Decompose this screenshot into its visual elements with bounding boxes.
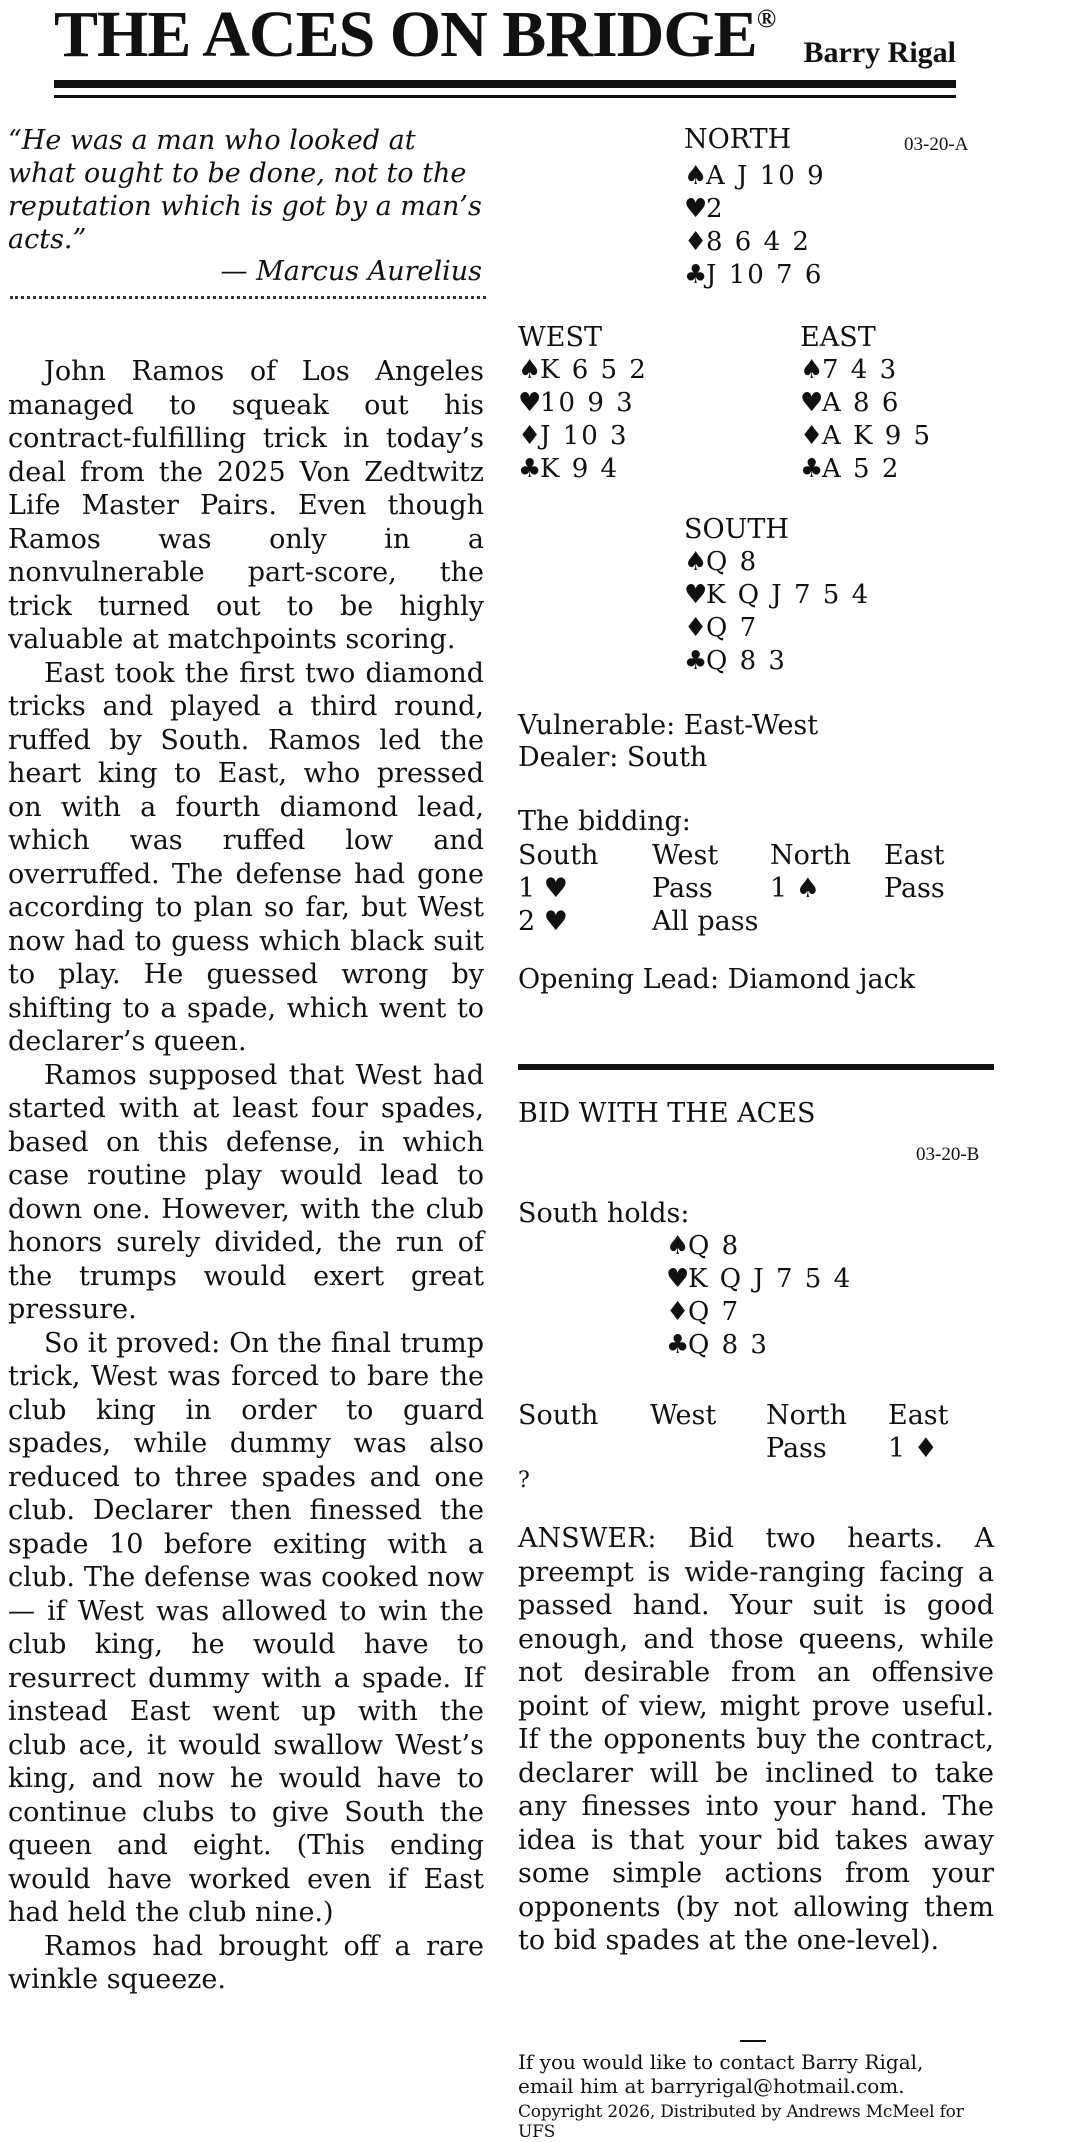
story-paragraph: East took the first two diamond tricks and played a third round, ruffed by South. Ramos led the heart king to East, who pressed on with a fourth diamond lead, which was ruffed low and overruffed. The defense had gone according to plan so far, but West now had to guess which black suit to play. He guessed wrong by shifting to a spade, which went to declarer’s queen. [8, 657, 484, 1057]
bid-hand [666, 1230, 852, 1362]
bid-cell: 1 ♥ [518, 873, 568, 904]
club-icon: ♣ [684, 260, 708, 290]
diamond-icon: ♦ [666, 1297, 690, 1327]
east-clubs: ♣A 5 2 [800, 454, 901, 484]
spade-icon: ♠ [666, 1231, 690, 1261]
west-diamonds: ♦J 10 3 [518, 421, 629, 451]
footer-divider [740, 2040, 766, 2042]
bidding-header: West [652, 840, 719, 871]
bid-hand-spades: ♠Q 8 [666, 1231, 741, 1261]
club-icon: ♣ [518, 454, 542, 484]
diamond-icon: ♦ [800, 421, 824, 451]
trademark-symbol: ® [756, 4, 776, 33]
bid-code: 03-20-B [916, 1144, 980, 1165]
story-paragraph: So it proved: On the final trump trick, West was forced to bare the club king in order to guard spades, while dummy was also reduced to three spades and one club. Declarer then finessed the spade 10 before exiting with a club. The defense was cooked now — if West was allowed to win the club king, he would have to resurrect dummy with a spade. If instead East went up with the club ace, it would swallow West’s king, and now he would have to continue clubs to give South the queen and eight. (This ending would have worked even if East had held the club nine.) [8, 1327, 484, 1928]
south-clubs: ♣Q 8 3 [684, 646, 787, 676]
east-diamonds: ♦A K 9 5 [800, 421, 933, 451]
bidding-header: North [770, 840, 852, 871]
bid-cell: Pass [884, 873, 945, 904]
heart-icon: ♥ [800, 388, 824, 418]
deal-code: 03-20-A [904, 134, 969, 155]
heart-icon: ♥ [684, 194, 708, 224]
bid-cell: 1 ♠ [770, 873, 820, 904]
west-hand [518, 354, 648, 486]
story-paragraph: Ramos had brought off a rare winkle squeeze. [8, 1930, 484, 1995]
north-clubs: ♣J 10 7 6 [684, 260, 824, 290]
bid-cell: Pass [652, 873, 713, 904]
diamond-icon: ♦ [684, 227, 708, 257]
auction-header: South [518, 1400, 599, 1431]
section-divider [518, 1064, 994, 1070]
north-label: NORTH [684, 124, 792, 155]
quote-text: “He was a man who looked at what ought to be done, not to the reputation which is got by a man’s acts.” [8, 125, 482, 255]
spade-icon: ♠ [518, 355, 542, 385]
north-diamonds: ♦8 6 4 2 [684, 227, 811, 257]
west-spades: ♠K 6 5 2 [518, 355, 648, 385]
bidding-label: The bidding: [518, 806, 691, 837]
vulnerability: Vulnerable: East-West [518, 710, 819, 741]
auction-bid: 1 ♦ [888, 1433, 938, 1464]
byline: Barry Rigal [803, 36, 956, 69]
club-icon: ♣ [666, 1330, 690, 1360]
spade-icon: ♠ [800, 355, 824, 385]
story-body [8, 355, 484, 1997]
east-hand [800, 354, 932, 486]
west-label: WEST [518, 322, 602, 353]
south-diamonds: ♦Q 7 [684, 613, 759, 643]
quote-attribution: — Marcus Aurelius [220, 256, 482, 287]
heart-icon: ♥ [666, 1264, 690, 1294]
copyright-note: Copyright 2026, Distributed by Andrews McMeel for UFS [518, 2102, 964, 2142]
east-spades: ♠7 4 3 [800, 355, 899, 385]
west-hearts: ♥10 9 3 [518, 388, 635, 418]
dotted-divider [10, 296, 486, 309]
story-paragraph: Ramos supposed that West had started with at least four spades, based on this defense, in which case routine play would lead to down one. However, with the club honors surely divided, the run of the trumps would exert great pressure. [8, 1059, 484, 1325]
bidding-header: South [518, 840, 599, 871]
south-hand [684, 546, 870, 678]
south-spades: ♠Q 8 [684, 547, 759, 577]
header-rule-thick [54, 80, 956, 88]
diamond-icon: ♦ [684, 613, 708, 643]
club-icon: ♣ [800, 454, 824, 484]
spade-icon: ♠ [684, 547, 708, 577]
bid-hand-clubs: ♣Q 8 3 [666, 1330, 769, 1360]
club-icon: ♣ [684, 646, 708, 676]
title-text: THE ACES ON BRIDGE [54, 0, 757, 71]
heart-icon: ♥ [518, 388, 542, 418]
opening-lead: Opening Lead: Diamond jack [518, 964, 916, 995]
spade-icon: ♠ [684, 161, 708, 191]
south-label: SOUTH [684, 514, 789, 545]
answer-text: ANSWER: Bid two hearts. A preempt is wide-ranging facing a passed hand. Your suit is good enough, and those queens, while not desirable from an offensive point of view, might prove useful. If the opponents buy the contract, declarer will be inclined to take any finesses into your hand. The idea is that your bid takes away some simple actions from your opponents (by not allowing them to bid spades at the one-level). [518, 1523, 994, 1956]
header-rule-thin [54, 95, 956, 98]
auction-header: North [766, 1400, 848, 1431]
heart-icon: ♥ [684, 580, 708, 610]
east-label: EAST [800, 322, 876, 353]
west-clubs: ♣K 9 4 [518, 454, 620, 484]
bid-section-title: BID WITH THE ACES [518, 1098, 816, 1129]
bid-cell: 2 ♥ [518, 906, 568, 937]
column-title [54, 0, 776, 71]
auction-header: East [888, 1400, 949, 1431]
dealer: Dealer: South [518, 742, 708, 773]
auction-bid: Pass [766, 1433, 827, 1464]
story-paragraph: John Ramos of Los Angeles managed to squeak out his contract-fulfilling trick in today’s deal from the 2025 Von Zedtwitz Life Master Pairs. Even though Ramos was only in a nonvulnerable part-score, the trick turned out to be highly valuable at matchpoints scoring. [8, 356, 484, 655]
auction-header: West [650, 1400, 717, 1431]
south-holds-label: South holds: [518, 1198, 690, 1229]
bid-hand-diamonds: ♦Q 7 [666, 1297, 741, 1327]
contact-note: If you would like to contact Barry Rigal, email him at barryrigal@hotmail.com. [518, 2050, 924, 2098]
auction-question: ? [518, 1468, 530, 1493]
south-hearts: ♥K Q J 7 5 4 [684, 580, 871, 610]
north-hand [684, 160, 826, 292]
north-spades: ♠A J 10 9 [684, 161, 826, 191]
bid-cell: All pass [652, 906, 759, 937]
bidding-header: East [884, 840, 945, 871]
north-hearts: ♥2 [684, 194, 725, 224]
east-hearts: ♥A 8 6 [800, 388, 901, 418]
diamond-icon: ♦ [518, 421, 542, 451]
bid-hand-hearts: ♥K Q J 7 5 4 [666, 1264, 853, 1294]
